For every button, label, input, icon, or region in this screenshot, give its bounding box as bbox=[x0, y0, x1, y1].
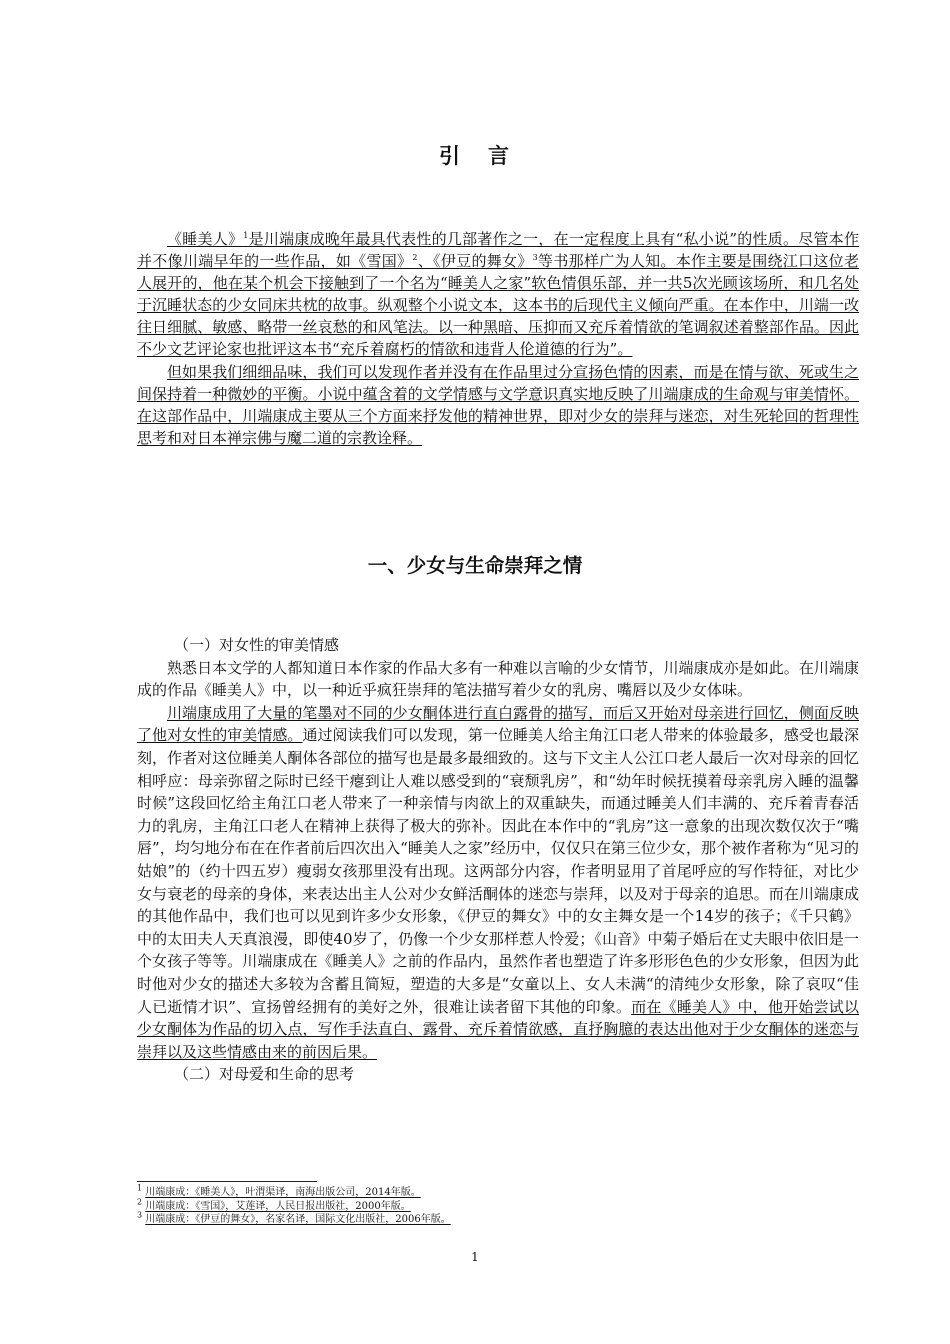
subsection-heading-1: （一）对女性的审美情感 bbox=[174, 636, 340, 654]
page-number: 1 bbox=[471, 1250, 479, 1264]
title-char-2: 言 bbox=[488, 143, 511, 168]
footnote-3 bbox=[137, 1210, 859, 1227]
intro-paragraph-2: 但如果我们细细品味，我们可以发现作者并没有在作品里过分宣扬色情的因素，而是在情与欲、死或生之间保持着一种微妙的平衡。小说中蕴含着的文学情感与文学意识真实地反映了川端康成的生命观与审美情怀。在这部作品中，川端康成主要从三个方面来抒发他的精神世界，即对少女的崇拜与迷恋，对生死轮回的哲理性思考和对日本禅宗佛与魔二道的宗教诠释。 bbox=[137, 362, 859, 447]
paragraph-body-text: 通过阅读我们可以发现，第一位睡美人给主角江口老人带来的体验最多，感受也最深刻，作者对这位睡美人酮体各部位的描写也是最多最细致的。这与下文主人公江口老人最后一次对母亲的回忆相呼应：母亲弥留之际时已经干瘪到让人难以感受到的“衰颓乳房”，和“幼年时候抚摸着母亲乳房入睡的温馨时候”这段回忆给主角江口老人带来了一种亲情与肉欲上的双重缺失，而通过睡美人们丰满的、充斥着青春活力的乳房，主角江口老人在精神上获得了极大的弥补。因此在本作中的“乳房”这一意象的出现次数仅次于“嘴唇”，均匀地分布在在作者前后四次出入“睡美人之家”经历中，仅仅只在第三位少女，那个被作者称为“见习的姑娘”的（约十四五岁）瘦弱女孩那里没有出现。这两部分内容，作者明显用了首尾呼应的写作特征，对比少女与衰老的母亲的身体，来表达出主人公对少女鲜活酮体的迷恋与崇拜，以及对于母亲的追思。而在川端康成的其他作品中，我们也可以见到许多少女形象，《伊豆的舞女》中的女主舞女是一个14岁的孩子；《千只鹤》中的太田夫人天真浪漫，即使40岁了，仍像一个少女那样惹人怜爱；《山音》中菊子婚后在丈夫眼中依旧是一个女孩子等等。川端康成在《睡美人》之前的作品内，虽然作者也塑造了许多形形色色的少女形象，但因为此时他对少女的描述大多较为含蓄且简短，塑造的大多是“女童以上、女人未满“的清纯少女形象，除了哀叹“佳人已逝情才识”、宣扬曾经拥有的美好之外，很难让读者留下其他的印象。 bbox=[137, 726, 859, 1016]
footnote-text: 川端康成：《睡美人》，叶渭渠译，南海出版公司，2014年版。 bbox=[145, 1187, 421, 1198]
footnote-ref-1[interactable]: 1 bbox=[243, 231, 249, 240]
footnote-2 bbox=[137, 1197, 859, 1214]
footnote-divider bbox=[137, 1181, 317, 1182]
footnote-1 bbox=[137, 1183, 859, 1200]
intro-text-1: 《睡美人》 bbox=[167, 230, 244, 248]
footnotes bbox=[137, 1183, 859, 1227]
footnote-ref-2[interactable]: 2 bbox=[412, 253, 418, 263]
underlined-sentence-2: 而在《睡美人》中，他开始尝试以少女酮体为作品的切入点，写作手法直白、露骨、充斥着情欲感，直抒胸臆的表达出他对于少女酮体的迷恋与崇拜以及这些情感由来的前因后果。 bbox=[137, 997, 859, 1061]
footnote-number: 2 bbox=[137, 1197, 143, 1207]
title-char-1: 引 bbox=[439, 143, 462, 168]
intro-paragraph-1 bbox=[137, 228, 859, 361]
section-paragraph-1: 熟悉日本文学的人都知道日本作家的作品大多有一种难以言喻的少女情节，川端康成亦是如此。在川端康成的作品《睡美人》中，以一种近乎疯狂崇拜的笔法描写着少女的乳房、嘴唇以及少女体味。 bbox=[137, 658, 859, 700]
page-title bbox=[0, 140, 950, 170]
footnote-ref-3[interactable]: 3 bbox=[532, 253, 538, 263]
intro-text-2: 是川端康成晚年最具代表性的几部著作之一，在一定程度上具有“私小说”的性质。尽管本作并不像川端早年的一些作品，如《雪国》 bbox=[137, 230, 859, 271]
section-paragraph-2 bbox=[137, 702, 859, 1064]
footnote-text: 川端康成：《雪国》，艾莲译，人民日报出版社，2000年版。 bbox=[145, 1200, 411, 1212]
footnote-text: 川端康成：《伊豆的舞女》，名家名译，国际文化出版社，2006年版。 bbox=[145, 1214, 451, 1225]
section-heading: 一、少女与生命崇拜之情 bbox=[367, 554, 583, 577]
introduction bbox=[137, 228, 859, 449]
section-body bbox=[137, 634, 859, 1086]
intro-text-4: 等书那样广为人知。本作主要是围绕江口这位老人展开的，他在某个机会下接触到了一个名为“睡美人之家”软色情俱乐部，并一共5次光顾该场所，和几名处于沉睡状态的少女同床共枕的故事。纵观整个小说文本，这本书的后现代主义倾向严重。在本作中，川端一改往日细腻、敏感、略带一丝哀愁的和风笔法。以一种黑暗、压抑而又充斥着情欲的笔调叙述着整部作品。因此不少文艺评论家也批评这本书“充斥着腐朽的情欲和违背人伦道德的行为”。 bbox=[137, 252, 859, 359]
subsection-heading-2: （二）对母爱和生命的思考 bbox=[174, 1065, 355, 1084]
intro-text-3: 、《伊豆的舞女》 bbox=[417, 252, 533, 271]
footnote-number: 3 bbox=[137, 1210, 143, 1220]
underlined-sentence-1: 川端康成用了大量的笔墨对不同的少女酮体进行直白露骨的描写，而后又开始对母亲进行回忆，侧面反映了他对女性的审美情感。 bbox=[137, 703, 859, 745]
footnote-number: 1 bbox=[137, 1183, 143, 1193]
